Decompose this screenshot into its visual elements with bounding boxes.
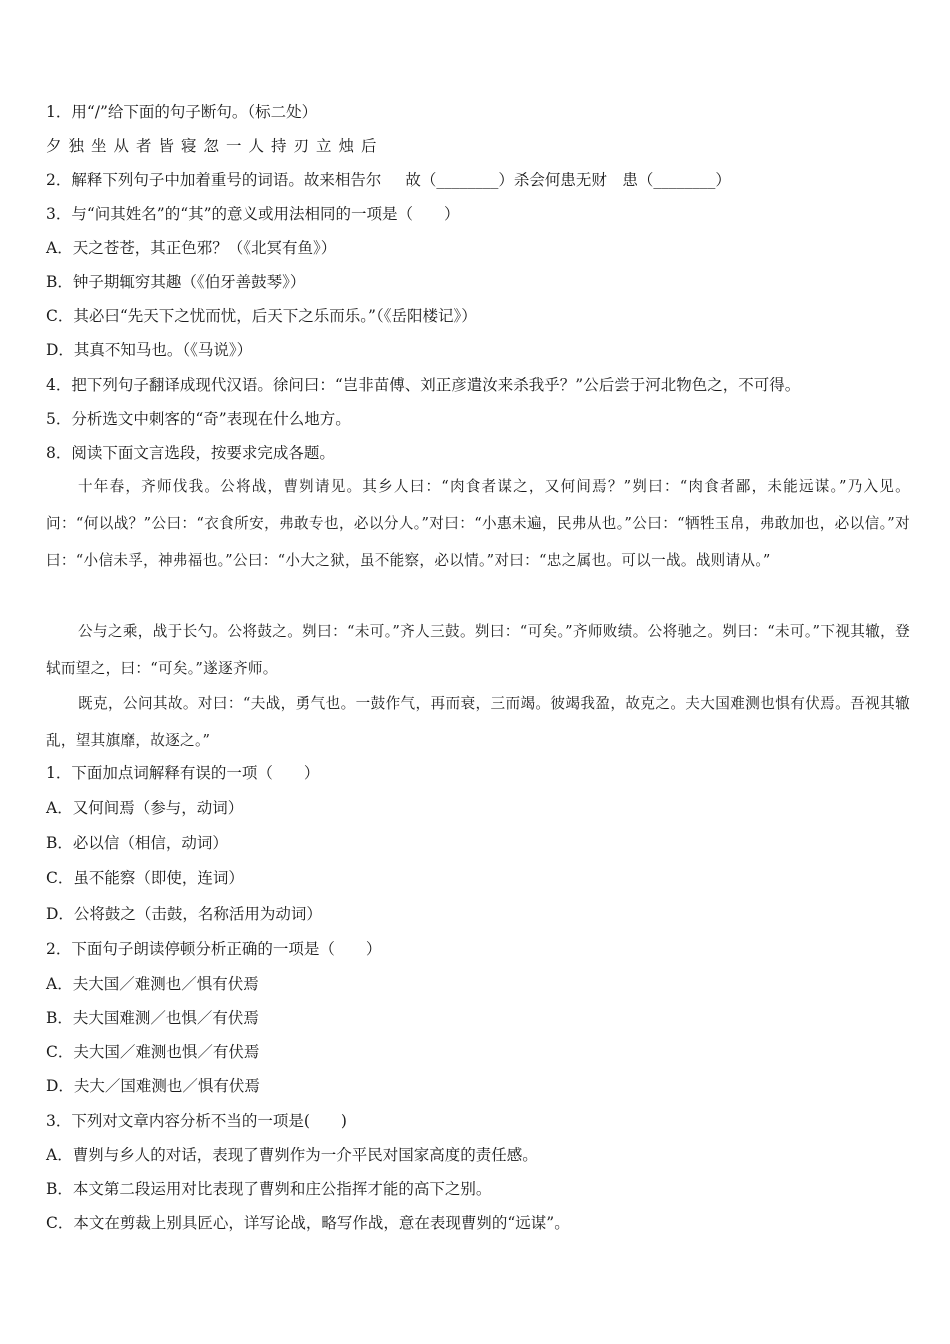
- question-1-text: 夕独坐从者皆寝忽一人持刃立烛后: [46, 137, 384, 155]
- question-3-option-a: A．天之苍苍，其正色邪？（《北冥有鱼》）: [46, 239, 337, 257]
- question-2: [46, 169, 910, 191]
- subquestion-2-option-d: D．夫大／国难测也／惧有伏焉: [46, 1077, 260, 1095]
- question-3: 3．与“问其姓名”的“其”的意义或用法相同的一项是（ ）: [46, 205, 460, 223]
- question-1: 1．用“/”给下面的句子断句。（标二处）: [46, 103, 318, 121]
- question-8-heading: 8．阅读下面文言选段，按要求完成各题。: [46, 444, 335, 462]
- question-2-part2: 患（________）: [622, 171, 731, 189]
- question-5: 5．分析选文中刺客的“奇”表现在什么地方。: [46, 410, 351, 428]
- passage-paragraph-2: 公与之乘，战于长勺。公将鼓之。刿曰：“未可。”齐人三鼓。刿曰：“可矣。”齐师败绩。公将驰之。刿曰：“未可。”下视其辙，登轼而望之，曰：“可矣。”遂逐齐师。: [46, 623, 910, 677]
- subquestion-3-option-a: A．曹刿与乡人的对话，表现了曹刿作为一介平民对国家高度的责任感。: [46, 1146, 538, 1164]
- subquestion-3-option-c: C．本文在剪裁上别具匠心，详写论战，略写作战，意在表现曹刿的“远谋”。: [46, 1214, 570, 1232]
- question-3-option-d: D．其真不知马也。（《马说》）: [46, 341, 253, 359]
- passage-paragraph-3: 既克，公问其故。对曰：“夫战，勇气也。一鼓作气，再而衰，三而竭。彼竭我盈，故克之。夫大国难测也惧有伏焉。吾视其辙乱，望其旗靡，故逐之。”: [46, 695, 910, 749]
- subquestion-3-option-b: B．本文第二段运用对比表现了曹刿和庄公指挥才能的高下之别。: [46, 1180, 492, 1198]
- subquestion-3: 3．下列对文章内容分析不当的一项是( ): [46, 1112, 347, 1130]
- passage-paragraph-1: 十年春，齐师伐我。公将战，曹刿请见。其乡人曰：“肉食者谋之，又何间焉？”刿曰：“肉食者鄙，未能远谋。”乃入见。问：“何以战？”公曰：“衣食所安，弗敢专也，必以分人。”对曰：“小惠未遍，民弗从也。”公曰：“牺牲玉帛，弗敢加也，必以信。”对曰：“小信未孚，神弗福也。”公曰：“小大之狱，虽不能察，必以情。”对曰：“忠之属也。可以一战。战则请从。”: [46, 478, 910, 569]
- question-2-part1: 故（________）杀会何患无财: [405, 171, 607, 189]
- subquestion-2-option-b: B．夫大国难测／也惧／有伏焉: [46, 1009, 259, 1027]
- question-2-prefix: 2．解释下列句子中加着重号的词语。故来相告尔: [46, 171, 382, 189]
- question-3-option-c: C．其必曰“先天下之忧而忧，后天下之乐而乐。”（《岳阳楼记》）: [46, 307, 477, 325]
- subquestion-1: 1．下面加点词解释有误的一项（ ）: [46, 764, 320, 782]
- subquestion-1-option-c: C．虽不能察（即使，连词）: [46, 869, 244, 887]
- subquestion-2-option-a: A．夫大国／难测也／惧有伏焉: [46, 975, 259, 993]
- subquestion-2-option-c: C．夫大国／难测也惧／有伏焉: [46, 1043, 260, 1061]
- subquestion-1-option-b: B．必以信（相信，动词）: [46, 834, 228, 852]
- subquestion-2: 2．下面句子朗读停顿分析正确的一项是（ ）: [46, 940, 382, 958]
- subquestion-1-option-d: D．公将鼓之（击鼓，名称活用为动词）: [46, 905, 322, 923]
- question-3-option-b: B．钟子期辄穷其趣（《伯牙善鼓琴》）: [46, 273, 306, 291]
- subquestion-1-option-a: A．又何间焉（参与，动词）: [46, 799, 244, 817]
- question-4: 4．把下列句子翻译成现代汉语。徐问曰：“岂非苗傅、刘正彦遣汝来杀我乎？”公后尝于河北物色之，不可得。: [46, 376, 801, 394]
